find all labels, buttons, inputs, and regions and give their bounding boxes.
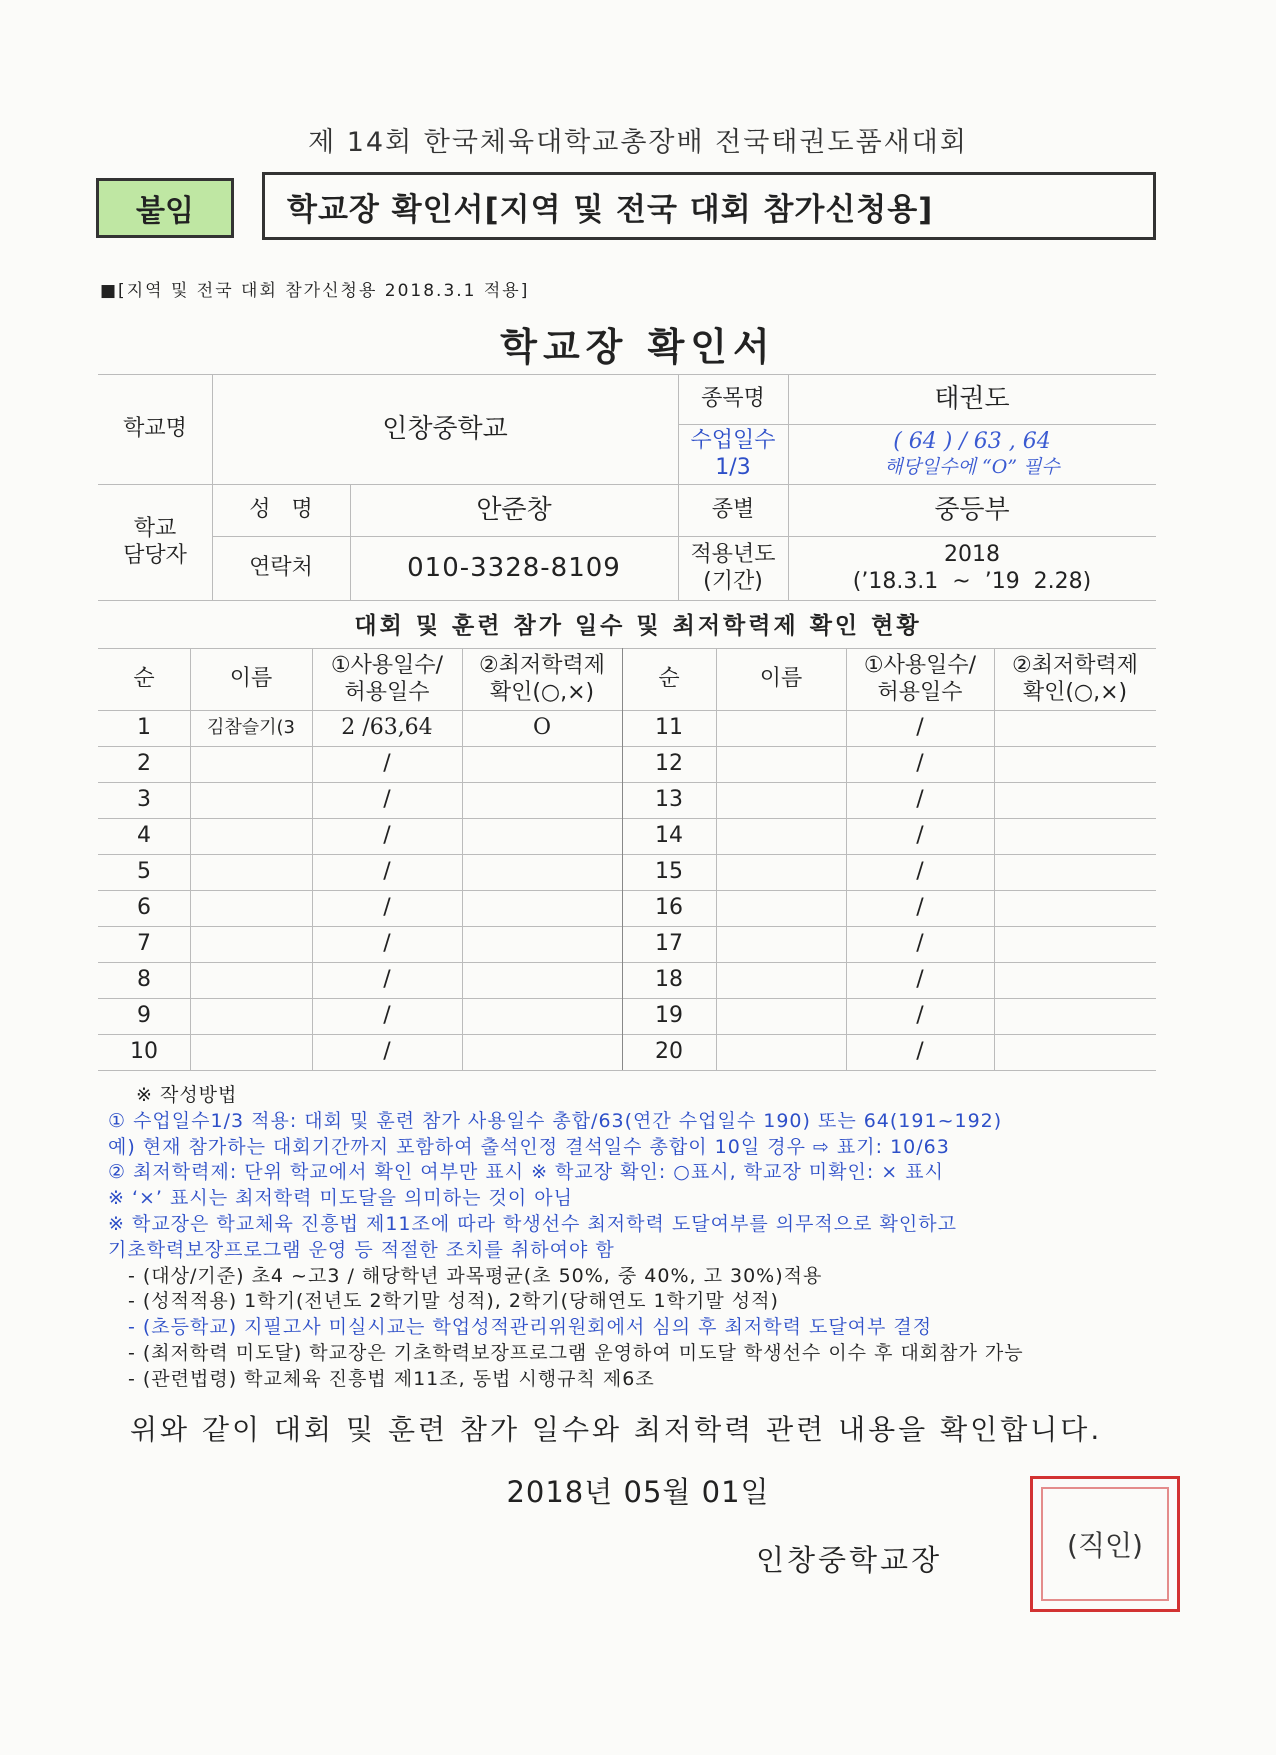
right-row-check — [994, 890, 1156, 926]
left-row-no: 4 — [137, 823, 151, 849]
instruction-line: ※ ‘×’ 표시는 최저학력 미도달을 의미하는 것이 아님 — [108, 1187, 573, 1210]
right-row-no: 14 — [655, 823, 683, 849]
school-days-label-line1: 수업일수 — [690, 427, 776, 453]
left-row-check — [462, 890, 622, 926]
applicability-note: ■[지역 및 전국 대회 참가신청용 2018.3.1 적용] — [100, 281, 530, 301]
school-days-label — [678, 424, 788, 484]
header-days-left — [312, 648, 462, 710]
sport-value: 태권도 — [934, 383, 1010, 414]
right-row-name — [716, 890, 846, 926]
right-row-name — [716, 854, 846, 890]
left-row-name — [190, 782, 312, 818]
header-check-left-line1: ②최저학력제 — [479, 652, 605, 678]
left-row-check — [462, 926, 622, 962]
left-row-no: 3 — [137, 787, 151, 813]
manager-name-label: 성 명 — [249, 497, 313, 523]
document-title: 학교장 확인서 — [500, 325, 776, 369]
left-row-days: 2 /63,64 — [341, 715, 433, 741]
right-row-days: / — [916, 967, 924, 993]
left-row-no: 8 — [137, 967, 151, 993]
apply-year-label-line1: 적용년도 — [690, 541, 776, 567]
header-check-left-line2: 확인(○,×) — [489, 680, 595, 705]
right-row-check — [994, 710, 1156, 746]
left-row-name — [190, 890, 312, 926]
left-row-check — [462, 998, 622, 1034]
right-row-no: 15 — [655, 859, 683, 885]
category-value: 중등부 — [934, 494, 1010, 525]
header-days-right-line2: 허용일수 — [877, 680, 963, 705]
left-row-name — [190, 818, 312, 854]
event-title: 제 14회 한국체육대학교총장배 전국태권도품새대회 — [308, 127, 968, 158]
header-days-right-line1: ①사용일수/ — [863, 652, 977, 678]
apply-year-value-line2: (’18.3.1 ~ ’19 2.28) — [852, 569, 1092, 594]
right-row-check — [994, 854, 1156, 890]
left-row-no: 2 — [137, 751, 151, 777]
instruction-line: ※ 작성방법 — [136, 1084, 238, 1106]
left-row-days: / — [383, 931, 391, 957]
school-days-value-line1: ( 64 ) / 63 , 64 — [893, 429, 1051, 455]
apply-year-label — [678, 536, 788, 600]
left-row-name — [190, 854, 312, 890]
instruction-line: - (대상/기준) 초4 ~고3 / 해당학년 과목평균(초 50%, 중 40%, 고 30%)적용 — [128, 1264, 823, 1287]
left-row-check — [462, 854, 622, 890]
right-row-name — [716, 926, 846, 962]
left-row-days: / — [383, 859, 391, 885]
right-row-check — [994, 1034, 1156, 1070]
official-seal — [1030, 1476, 1180, 1612]
manager-label-line1: 학교 — [133, 515, 177, 541]
left-row-name: 김참슬기(3 — [206, 716, 296, 738]
confirmation-text: 위와 같이 대회 및 훈련 참가 일수와 최저학력 관련 내용을 확인합니다. — [130, 1413, 1103, 1446]
left-row-name — [190, 962, 312, 998]
instruction-line: ※ 학교장은 학교체육 진흥법 제11조에 따라 학생선수 최저학력 도달여부를 의무적으로 확인하고 — [108, 1213, 957, 1235]
instruction-line: - (최저학력 미도달) 학교장은 기초학력보장프로그램 운영하여 미도달 학생선수 이수 후 대회참가 가능 — [128, 1342, 1024, 1364]
right-row-days: / — [916, 1039, 924, 1065]
left-row-days: / — [383, 751, 391, 777]
header-check-right — [994, 648, 1156, 710]
right-row-name — [716, 1034, 846, 1070]
school-days-value — [788, 424, 1156, 484]
right-row-no: 11 — [655, 715, 683, 741]
instruction-line: - (초등학교) 지필고사 미실시교는 학업성적관리위원회에서 심의 후 최저학력 도달여부 결정 — [128, 1316, 933, 1339]
right-row-check — [994, 926, 1156, 962]
right-row-days: / — [916, 859, 924, 885]
right-row-days: / — [916, 751, 924, 777]
left-row-check — [462, 962, 622, 998]
left-row-name — [190, 926, 312, 962]
instruction-line: ① 수업일수1/3 적용: 대회 및 훈련 참가 사용일수 총합/63(연간 수업일수 190) 또는 64(191~192) — [108, 1109, 1003, 1132]
school-days-label-line2: 1/3 — [715, 455, 751, 480]
header-name-left: 이름 — [229, 666, 273, 692]
school-name-label: 학교명 — [123, 416, 187, 442]
left-row-days: / — [383, 787, 391, 813]
right-row-check — [994, 818, 1156, 854]
left-row-days: / — [383, 895, 391, 921]
left-row-check — [462, 746, 622, 782]
principal-name: 인창중학교장 — [756, 1543, 943, 1577]
left-row-no: 7 — [137, 931, 151, 957]
header-days-left-line1: ①사용일수/ — [330, 652, 444, 678]
left-row-no: 10 — [130, 1039, 158, 1065]
header-check-right-line2: 확인(○,×) — [1022, 680, 1128, 705]
apply-year-value — [788, 536, 1156, 600]
right-row-no: 13 — [655, 787, 683, 813]
header-name-right: 이름 — [759, 666, 803, 692]
header-no-left: 순 — [133, 666, 155, 692]
right-row-no: 20 — [655, 1039, 683, 1065]
left-row-days: / — [383, 823, 391, 849]
right-row-check — [994, 998, 1156, 1034]
instruction-line: 기초학력보장프로그램 운영 등 적절한 조치를 취하여야 함 — [108, 1238, 615, 1261]
right-row-no: 12 — [655, 751, 683, 777]
header-days-left-line2: 허용일수 — [344, 680, 430, 705]
instruction-line: 예) 현재 참가하는 대회기간까지 포함하여 출석인정 결석일수 총합이 10일 경우 ⇨ 표기: 10/63 — [108, 1135, 950, 1158]
right-row-name — [716, 746, 846, 782]
issue-date: 2018년 05월 01일 — [506, 1475, 770, 1509]
manager-label — [98, 484, 212, 600]
header-check-right-line1: ②최저학력제 — [1012, 652, 1138, 678]
left-row-name — [190, 998, 312, 1034]
left-row-no: 9 — [137, 1003, 151, 1029]
left-row-no: 1 — [137, 715, 151, 741]
right-row-days: / — [916, 1003, 924, 1029]
contact-label: 연락처 — [249, 555, 313, 581]
right-row-days: / — [916, 931, 924, 957]
left-row-check: O — [532, 715, 552, 741]
right-row-days: / — [916, 895, 924, 921]
right-row-days: / — [916, 715, 924, 741]
apply-year-label-line2: (기간) — [703, 569, 763, 594]
left-row-check — [462, 782, 622, 818]
apply-year-value-line1: 2018 — [944, 541, 1000, 567]
right-row-name — [716, 962, 846, 998]
right-row-check — [994, 962, 1156, 998]
left-row-no: 5 — [137, 859, 151, 885]
instruction-line: - (성적적용) 1학기(전년도 2학기말 성적), 2학기(당해연도 1학기말 성적) — [128, 1290, 779, 1313]
manager-name-value: 안준창 — [476, 494, 552, 525]
contact-value: 010-3328-8109 — [407, 552, 621, 583]
left-row-no: 6 — [137, 895, 151, 921]
left-row-name — [190, 1034, 312, 1070]
left-row-check — [462, 1034, 622, 1070]
right-row-no: 17 — [655, 931, 683, 957]
instruction-line: ② 최저학력제: 단위 학교에서 확인 여부만 표시 ※ 학교장 확인: ○표시, 학교장 미확인: × 표시 — [108, 1161, 944, 1184]
left-row-name — [190, 746, 312, 782]
right-row-check — [994, 782, 1156, 818]
right-row-days: / — [916, 787, 924, 813]
right-row-name — [716, 818, 846, 854]
right-row-name — [716, 782, 846, 818]
section-title: 대회 및 훈련 참가 일수 및 최저학력제 확인 현황 — [354, 613, 922, 639]
document-heading: 학교장 확인서[지역 및 전국 대회 참가신청용] — [262, 172, 1156, 240]
school-days-value-line2: 해당일수에 “O” 필수 — [884, 455, 1060, 478]
right-row-days: / — [916, 823, 924, 849]
right-row-check — [994, 746, 1156, 782]
header-days-right — [846, 648, 994, 710]
right-row-no: 16 — [655, 895, 683, 921]
left-row-days: / — [383, 967, 391, 993]
seal-label: (직인) — [1067, 1524, 1143, 1564]
manager-label-line2: 담당자 — [123, 543, 187, 568]
left-row-days: / — [383, 1003, 391, 1029]
sport-label: 종목명 — [701, 386, 765, 412]
header-check-left — [462, 648, 622, 710]
right-row-no: 19 — [655, 1003, 683, 1029]
left-row-days: / — [383, 1039, 391, 1065]
instruction-line: - (관련법령) 학교체육 진흥법 제11조, 동법 시행규칙 제6조 — [128, 1367, 655, 1390]
category-label: 종별 — [711, 497, 755, 523]
right-row-no: 18 — [655, 967, 683, 993]
header-no-right: 순 — [658, 666, 680, 692]
left-row-check — [462, 818, 622, 854]
school-name-value: 인창중학교 — [382, 413, 508, 444]
right-row-name — [716, 710, 846, 746]
attachment-tag: 붙임 — [96, 178, 234, 238]
right-row-name — [716, 998, 846, 1034]
